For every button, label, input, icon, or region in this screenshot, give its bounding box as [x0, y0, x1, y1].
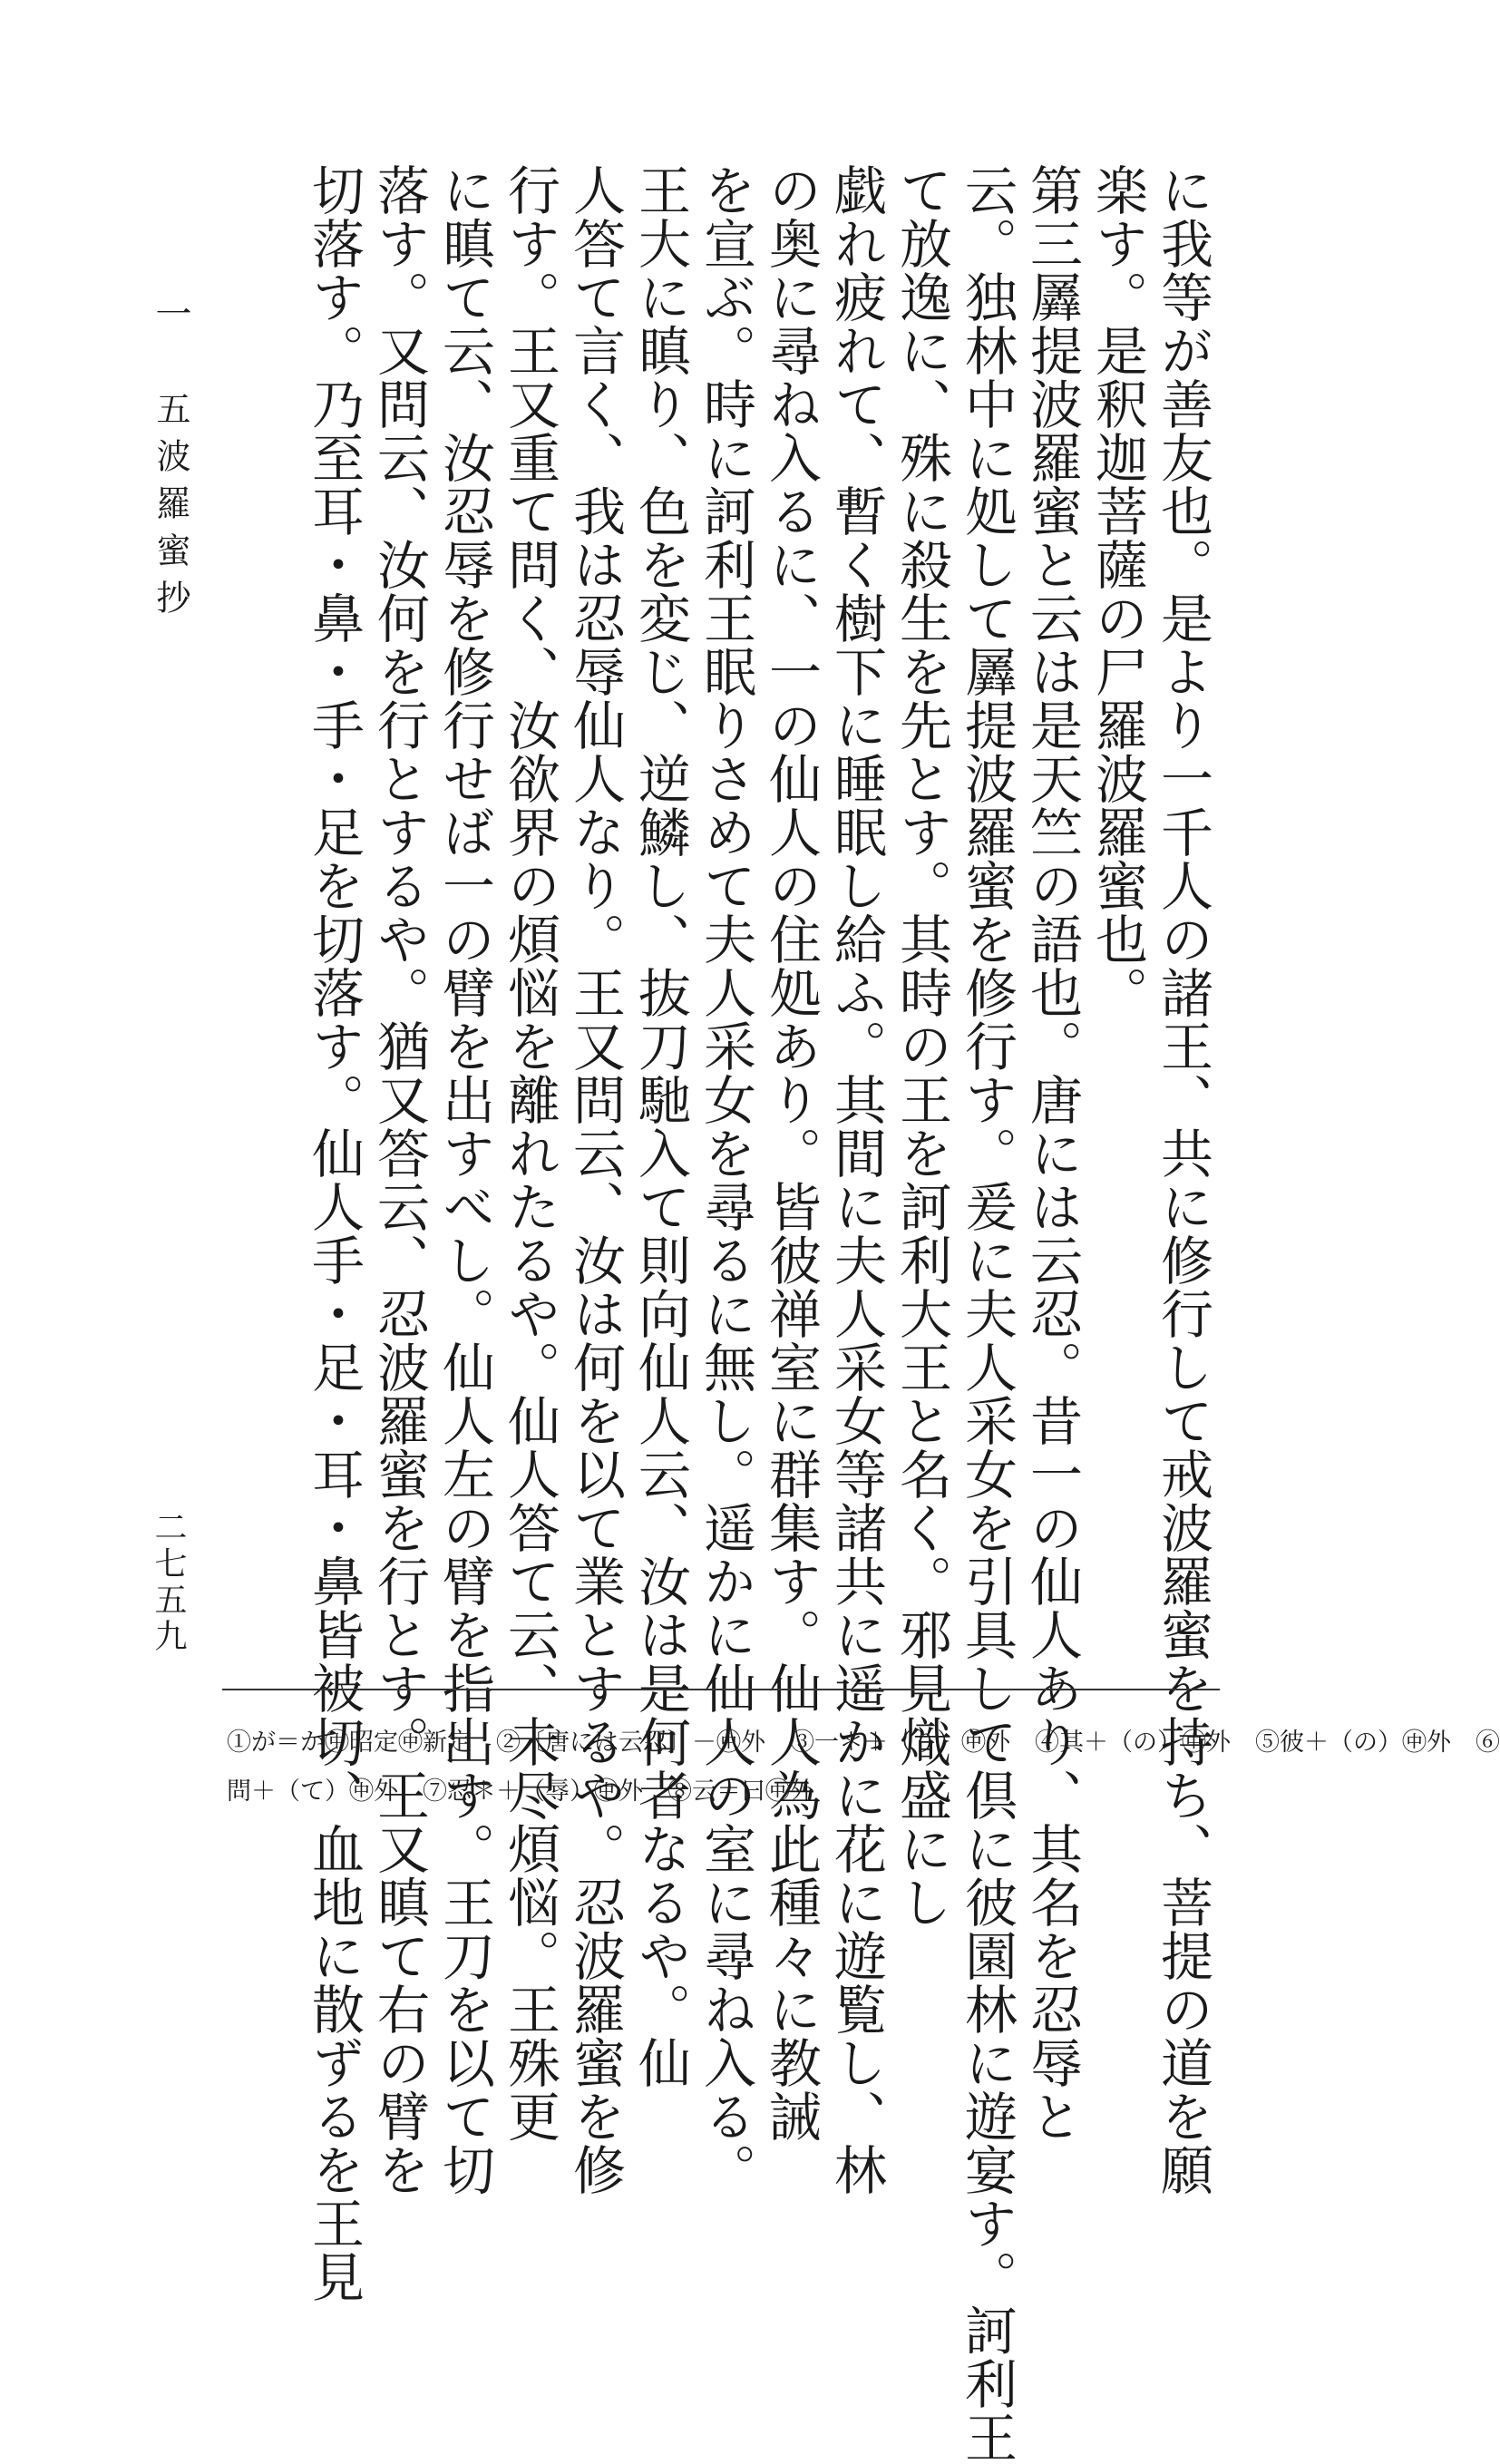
text-column: 切落す。乃至耳・鼻・手・足を切落す。仙人手・足・耳・鼻皆被切、血地に散ずるを王見	[303, 163, 365, 2303]
section-title: 五波羅蜜抄	[151, 391, 190, 627]
text-column: 第三羼提波羅蜜と云は是天竺の語也。唐には云忍。昔一の仙人あり、其名を忍辱と	[1021, 163, 1083, 2143]
text-column: を宣ぶ。時に訶利王眠りさめて夫人采女を尋るに無し。遥かに仙人の室に尋ね入る。	[695, 163, 756, 2196]
running-head	[145, 295, 197, 627]
text-column: 王大に瞋り、色を変じ、逆鱗し、抜刀馳入て則向仙人云、汝は是何者なるや。仙	[629, 163, 691, 2089]
text-column: 行す。王又重て問く、汝欲界の煩悩を離れたるや。仙人答て云、未尽煩悩。王殊更	[499, 163, 560, 2143]
text-column: 戯れ疲れて、暫く樹下に睡眠し給ふ。其間に夫人采女等諸共に遥かに花に遊覧し、林	[825, 163, 887, 2196]
text-column: 落す。又問云、汝何を行とするや。猶又答云、忍波羅蜜を行とす。王又瞋て右の臂を	[368, 163, 430, 2196]
text-column: て放逸に、殊に殺生を先とす。其時の王を訶利大王と名く。邪見熾盛にし	[891, 163, 952, 1929]
text-column: の奥に尋ね入るに、一の仙人の住処あり。皆彼禅室に群集す。仙人為此種々に教誡	[760, 163, 822, 2143]
text-column: に我等が善友也。是より一千人の諸王、共に修行して戒波羅蜜を持ち、菩提の道を願	[1152, 163, 1213, 2196]
page-number: 二七五九	[150, 1510, 187, 1655]
text-column: 云。独林中に処して羼提波羅蜜を修行す。爰に夫人采女を引具して倶に彼園林に遊宴す。訶利王	[956, 163, 1018, 2464]
footnote-divider	[222, 1689, 1220, 1690]
text-column: 楽す。是釈迦菩薩の尸羅波羅蜜也。	[1086, 163, 1148, 1019]
note-line: ①が＝か㊥昭定㊥新定 ②〔唐には云忍〕－㊥外 ③一＊＋（り）㊥外 ④其＋（の）㊥外 ⑤彼＋（の）㊥外 ⑥	[227, 1729, 1500, 1757]
note-line: 問＋（て）㊥外 ⑦忍＊＋（辱）㊥外 ⑧云＝曰㊥外	[227, 1777, 814, 1806]
text-column: に瞋て云、汝忍辱を修行せば一の臂を出すべし。仙人左の臂を指出す。王刀を以て切	[433, 163, 495, 2196]
text-column: 人答て言く、我は忍辱仙人なり。王又問云、汝は何を以て業とするや。忍波羅蜜を修	[564, 163, 626, 2196]
collation-notes	[227, 1719, 1500, 1816]
section-number: 一	[150, 295, 191, 344]
